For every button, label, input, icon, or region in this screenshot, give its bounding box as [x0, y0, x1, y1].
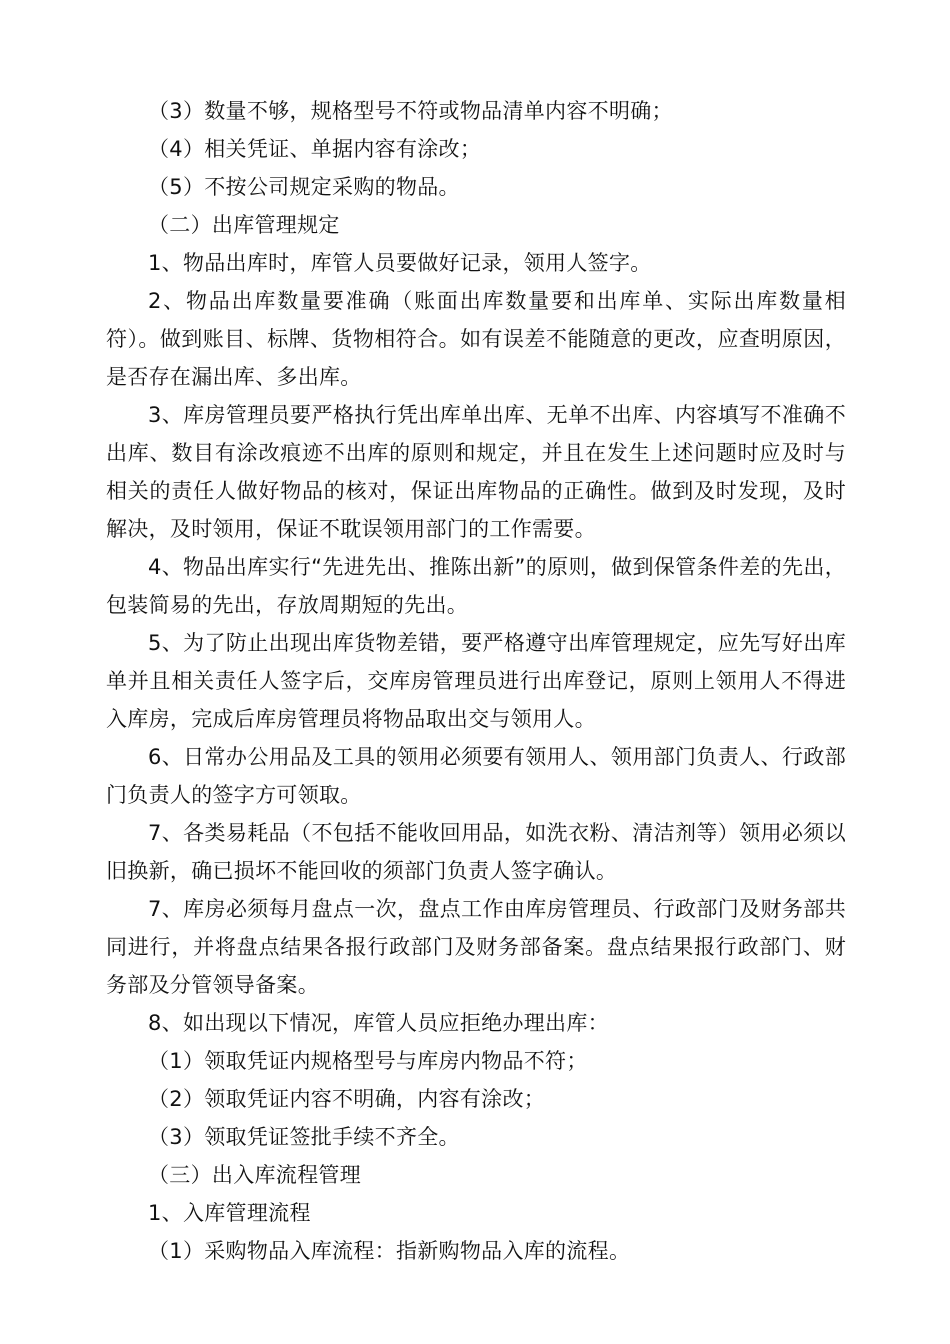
paragraph-item-4: （4）相关凭证、单据内容有涂改；	[148, 137, 482, 161]
paragraph-rule-5: 5、为了防止出现出库货物差错，要严格遵守出库管理规定，应先写好出库单并且相关责任人签字后，交库房管理员进行出库登记，原则上领用人不得进入库房，完成后库房管理员将物品取出交与领用人。	[106, 631, 846, 731]
paragraph-rule-8-item-3: （3）领取凭证签批手续不齐全。	[148, 1125, 460, 1149]
paragraph-item-5: （5）不按公司规定采购的物品。	[148, 175, 460, 199]
paragraph-process-item-1: （1）采购物品入库流程：指新购物品入库的流程。	[148, 1239, 631, 1263]
subheading-inbound-process: 1、入库管理流程	[148, 1201, 311, 1225]
paragraph-rule-7b: 7、库房必须每月盘点一次，盘点工作由库房管理员、行政部门及财务部共同进行，并将盘点结果各报行政部门及财务部备案。盘点结果报行政部门、财务部及分管领导备案。	[106, 897, 846, 997]
paragraph-rule-2: 2、物品出库数量要准确（账面出库数量要和出库单、实际出库数量相符）。做到账目、标牌、货物相符合。如有误差不能随意的更改，应查明原因，是否存在漏出库、多出库。	[106, 289, 846, 389]
paragraph-rule-8-item-1: （1）领取凭证内规格型号与库房内物品不符；	[148, 1049, 588, 1073]
section-heading-process: （三）出入库流程管理	[148, 1163, 361, 1187]
paragraph-item-3: （3）数量不够，规格型号不符或物品清单内容不明确；	[148, 99, 673, 123]
paragraph-rule-7a: 7、各类易耗品（不包括不能收回用品，如洗衣粉、清洁剂等）领用必须以旧换新，确已损坏不能回收的须部门负责人签字确认。	[106, 821, 846, 883]
paragraph-rule-8-item-2: （2）领取凭证内容不明确，内容有涂改；	[148, 1087, 546, 1111]
paragraph-rule-1: 1、物品出库时，库管人员要做好记录，领用人签字。	[148, 251, 652, 275]
paragraph-rule-8: 8、如出现以下情况，库管人员应拒绝办理出库：	[148, 1011, 609, 1035]
paragraph-rule-6: 6、日常办公用品及工具的领用必须要有领用人、领用部门负责人、行政部门负责人的签字方可领取。	[106, 745, 846, 807]
section-heading-outbound: （二）出库管理规定	[148, 213, 340, 237]
document-body	[106, 92, 846, 1270]
paragraph-rule-4: 4、物品出库实行“先进先出、推陈出新”的原则，做到保管条件差的先出，包装简易的先出，存放周期短的先出。	[106, 555, 846, 617]
paragraph-rule-3: 3、库房管理员要严格执行凭出库单出库、无单不出库、内容填写不准确不出库、数目有涂改痕迹不出库的原则和规定，并且在发生上述问题时应及时与相关的责任人做好物品的核对，保证出库物品的正确性。做到及时发现，及时解决，及时领用，保证不耽误领用部门的工作需要。	[106, 403, 846, 541]
